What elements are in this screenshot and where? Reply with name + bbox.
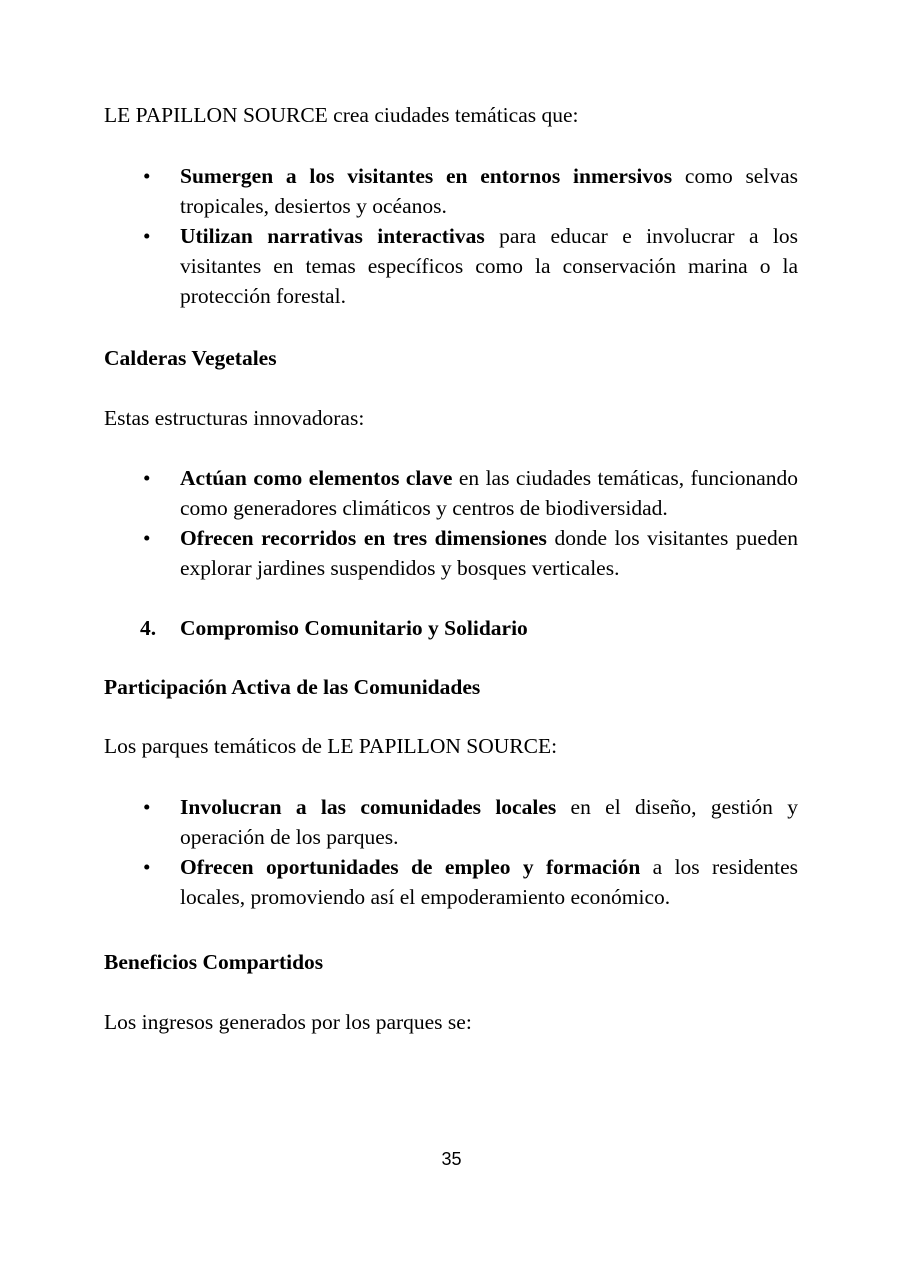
bullet-icon: • — [143, 466, 151, 490]
spacer — [104, 130, 798, 161]
section-heading-participacion: Participación Activa de las Comunidades — [104, 675, 481, 699]
numbered-section-list — [104, 613, 798, 643]
section-heading-beneficios: Beneficios Compartidos — [104, 950, 324, 974]
list-item-text: para educar e involucrar a los visitantes en temas específicos como la conservación marina o la protección forestal. — [180, 224, 798, 308]
list-item — [104, 792, 798, 852]
bullet-icon: • — [143, 224, 151, 248]
page-number: 35 — [441, 1149, 462, 1169]
bullet-icon: • — [143, 164, 151, 188]
calderas-paragraph: Estas estructuras innovadoras: — [104, 406, 365, 430]
spacer — [104, 433, 798, 463]
list-item-bold-text: Sumergen a los visitantes en entornos inmersivos — [180, 164, 673, 188]
list-item — [104, 221, 798, 311]
list-item-title: Compromiso Comunitario y Solidario — [180, 616, 528, 640]
list-item — [104, 613, 798, 643]
list-item-bold-text: Ofrecen oportunidades de empleo y formación — [180, 855, 641, 879]
list-item-bold-text: Utilizan narrativas interactivas — [180, 224, 485, 248]
section-heading-calderas: Calderas Vegetales — [104, 346, 277, 370]
list-item-bold-text: Involucran a las comunidades locales — [180, 795, 557, 819]
spacer — [104, 373, 798, 403]
spacer — [104, 583, 798, 613]
bullet-icon: • — [143, 855, 151, 879]
spacer — [104, 977, 798, 1007]
ciudades-bullet-list — [104, 161, 798, 311]
bullet-icon: • — [143, 795, 151, 819]
list-item-bold-text: Actúan como elementos clave — [180, 466, 453, 490]
bullet-icon: • — [143, 526, 151, 550]
list-item — [104, 463, 798, 523]
spacer — [104, 311, 798, 343]
calderas-bullet-list — [104, 463, 798, 583]
list-item — [104, 523, 798, 583]
intro-paragraph: LE PAPILLON SOURCE crea ciudades temáticas que: — [104, 103, 579, 127]
spacer — [104, 761, 798, 792]
page-content — [104, 100, 798, 1037]
list-item — [104, 161, 798, 221]
participacion-paragraph: Los parques temáticos de LE PAPILLON SOURCE: — [104, 734, 558, 758]
list-item — [104, 852, 798, 912]
beneficios-paragraph: Los ingresos generados por los parques se: — [104, 1010, 472, 1034]
participacion-bullet-list — [104, 792, 798, 912]
list-item-text: donde los visitantes pueden explorar jardines suspendidos y bosques verticales. — [180, 526, 798, 580]
spacer — [104, 702, 798, 731]
list-item-bold-text: Ofrecen recorridos en tres dimensiones — [180, 526, 547, 550]
spacer — [104, 912, 798, 947]
list-item-text: como selvas tropicales, desiertos y océanos. — [180, 164, 798, 218]
spacer — [104, 643, 798, 672]
list-item-number: 4. — [140, 616, 157, 640]
list-item-text: en las ciudades temáticas, funcionando como generadores climáticos y centros de biodiversidad. — [180, 466, 798, 520]
list-item-text: en el diseño, gestión y operación de los parques. — [180, 795, 798, 849]
list-item-text: a los residentes locales, promoviendo así el empoderamiento económico. — [180, 855, 798, 909]
